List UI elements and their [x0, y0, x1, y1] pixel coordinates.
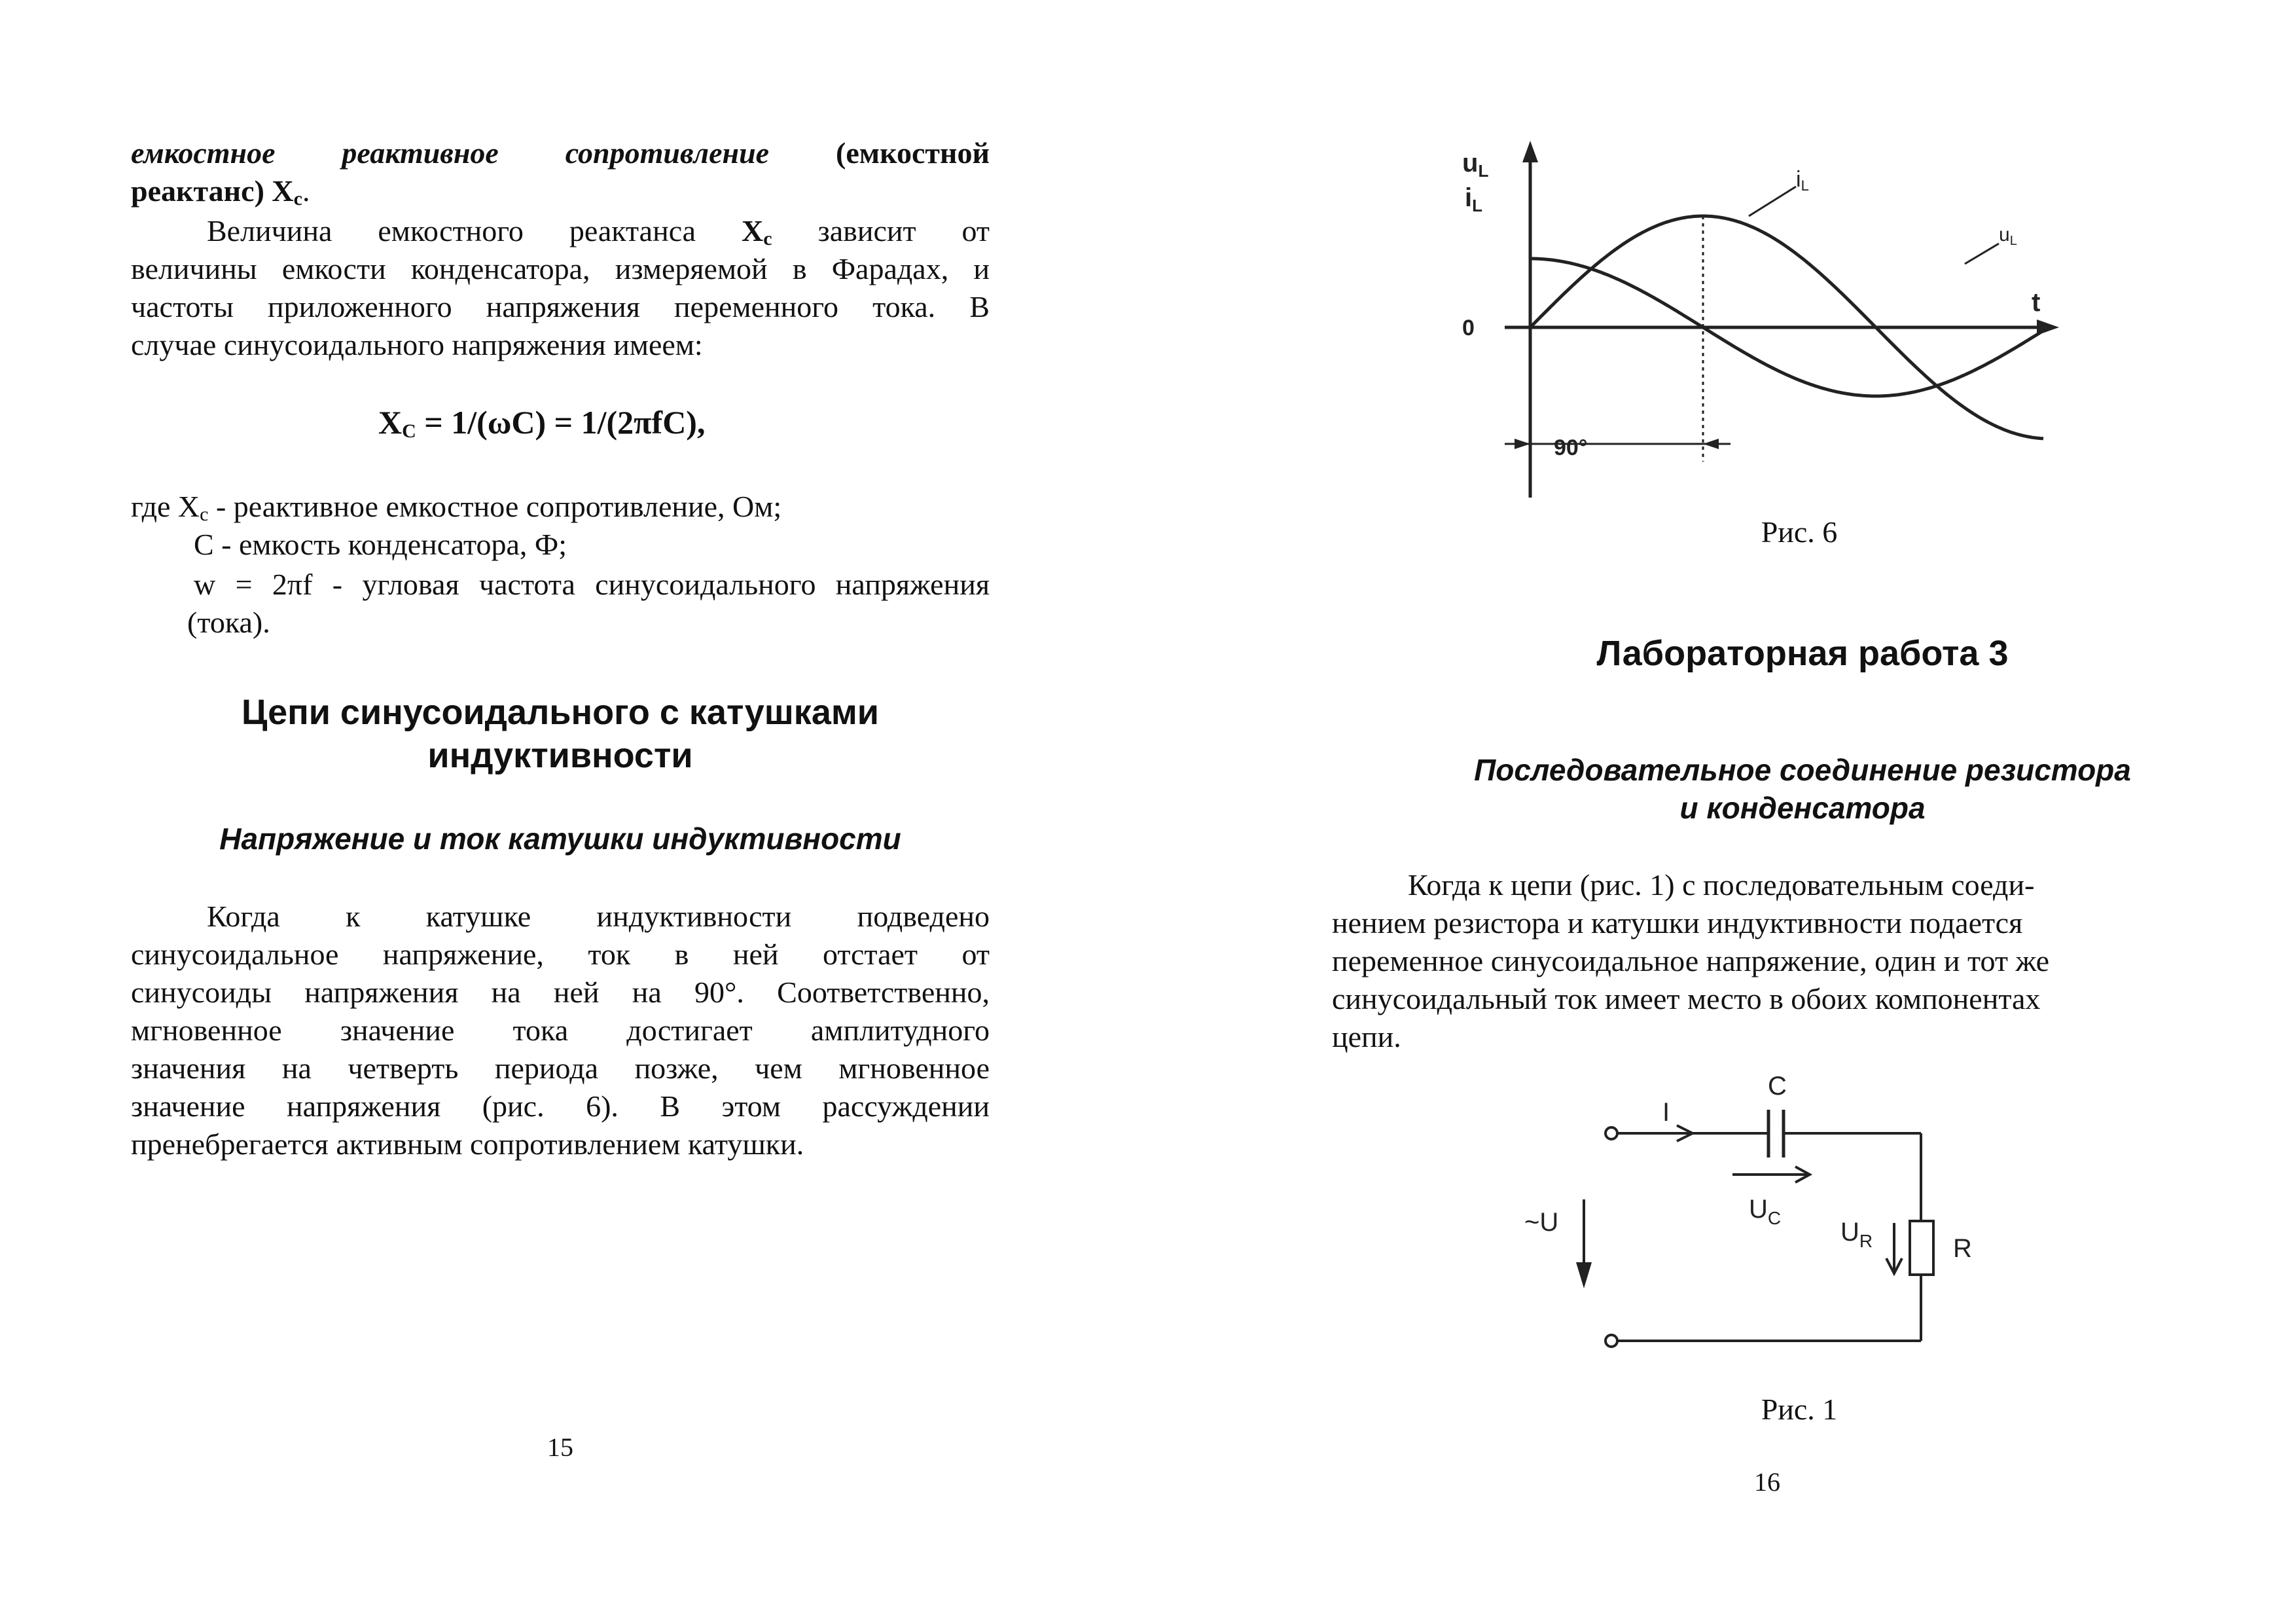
intro-paren: (емкостной [836, 136, 990, 170]
def1-b: - реактивное емкостное сопротивление, Ом; [208, 490, 782, 523]
y-label-u: $u_L$ [1462, 149, 1489, 181]
right-page [1148, 0, 2296, 1623]
iL-leader [1749, 187, 1796, 216]
source-arrow-head [1576, 1262, 1592, 1288]
lab-subtitle-line1: Последовательное соединение резистора [1474, 753, 2131, 787]
para1-line-4: случае синусоидального напряжения имеем: [131, 328, 703, 361]
terminal-top [1605, 1127, 1617, 1139]
definition-w: w = 2πf - угловая частота синусоидального напряжения [194, 568, 990, 601]
curve-label-uL: $u_L$ [1999, 224, 2017, 248]
para2-line-4: мгновенное значение тока достигает амплитудного [131, 1013, 990, 1047]
uc-label: $U_C$ [1749, 1195, 1782, 1228]
formula-sub: C [402, 420, 416, 442]
phase-label: 90° [1554, 435, 1588, 460]
xc-symbol [742, 214, 772, 247]
lab-subtitle [1410, 751, 2195, 827]
lab-title: Лабораторная работа 3 [1596, 634, 2009, 673]
section-heading-line1: Цепи синусоидального с катушками [241, 693, 879, 732]
para3-line-1: Когда к цепи (рис. 1) с последовательным соеди- [1408, 868, 2035, 902]
figure-6-caption: Рис. 6 [1761, 515, 1838, 549]
definition-w-cont: (тока). [187, 606, 270, 639]
figure-6-sine-graph [1148, 0, 2296, 524]
para1-line-2: величины емкости конденсатора, измеряемой в Фарадах, и [131, 252, 990, 285]
para1-l1b: зависит от [817, 214, 990, 247]
para3-line-4: синусоидальный ток имеет место в обоих компонентах [1332, 982, 2041, 1015]
definition-c: C - емкость конденсатора, Ф; [194, 528, 567, 561]
section-heading [131, 691, 990, 777]
resistor-label: R [1953, 1234, 1972, 1263]
y-axis-arrow [1522, 141, 1538, 162]
para2-line-1: Когда к катушке индуктивности подведено [207, 900, 990, 933]
intro-line2-text: реактанс) X [131, 174, 294, 208]
para3-line-2: нением резистора и катушки индуктивности подается [1332, 906, 2023, 939]
origin-label: 0 [1462, 316, 1475, 340]
current-label: I [1662, 1098, 1670, 1127]
figure-1-rc-circuit [1148, 1048, 2296, 1440]
intro-sub: c [293, 188, 302, 210]
definition-xc [131, 488, 781, 526]
uL-leader [1965, 244, 1999, 264]
para2-line-7: пренебрегается активным сопротивлением катушки. [131, 1127, 804, 1161]
page-number-left: 15 [547, 1432, 573, 1462]
para1-line-1 [207, 212, 990, 250]
page-number-right: 16 [1754, 1467, 1780, 1497]
phase-arrow-left [1515, 439, 1530, 449]
intro-line-1 [131, 134, 990, 172]
section-heading-line2: индуктивности [427, 736, 693, 775]
para3-line-3: переменное синусоидальное напряжение, один и тот же [1332, 944, 2050, 977]
figure-1-caption: Рис. 1 [1761, 1393, 1838, 1426]
para2-line-3: синусоиды напряжения на ней на 90°. Соответственно, [131, 976, 990, 1009]
terminal-bottom [1605, 1335, 1617, 1347]
curve-label-iL: iL [1796, 167, 1809, 194]
para1-l1a: Величина емкостного реактанса [207, 214, 696, 247]
para2-line-2: синусоидальное напряжение, ток в ней отстает от [131, 938, 990, 971]
para1-line-3: частоты приложенного напряжения переменного тока. В [131, 290, 990, 323]
resistor [1910, 1221, 1933, 1275]
def1-a: где X [131, 490, 200, 523]
intro-dot: . [302, 174, 310, 208]
source-label: ~U [1524, 1208, 1559, 1237]
t-label: t [2032, 288, 2041, 317]
subsection-heading: Напряжение и ток катушки индуктивности [219, 822, 901, 856]
para3-line-5: цепи. [1332, 1020, 1401, 1053]
def1-sub: c [200, 503, 209, 525]
ur-label: $U_R$ [1840, 1218, 1873, 1251]
capacitive-reactance-formula [378, 403, 705, 442]
para2-line-6: значение напряжения (рис. 6). В этом рассуждении [131, 1089, 990, 1123]
formula-rest: = 1/(ωC) = 1/(2πfC), [416, 404, 706, 441]
lab-subtitle-line2: и конденсатора [1679, 791, 1926, 825]
capacitor-label: C [1768, 1072, 1787, 1101]
intro-term: емкостное реактивное сопротивление [131, 136, 770, 170]
xc-sub: c [763, 228, 772, 249]
formula-x: X [378, 404, 403, 441]
intro-line-2 [131, 172, 310, 210]
para2-line-5: значения на четверть периода позже, чем мгновенное [131, 1051, 990, 1085]
phase-arrow-right [1703, 439, 1719, 449]
xc-sym: X [742, 214, 764, 247]
y-label-i: $i_L$ [1465, 183, 1483, 215]
